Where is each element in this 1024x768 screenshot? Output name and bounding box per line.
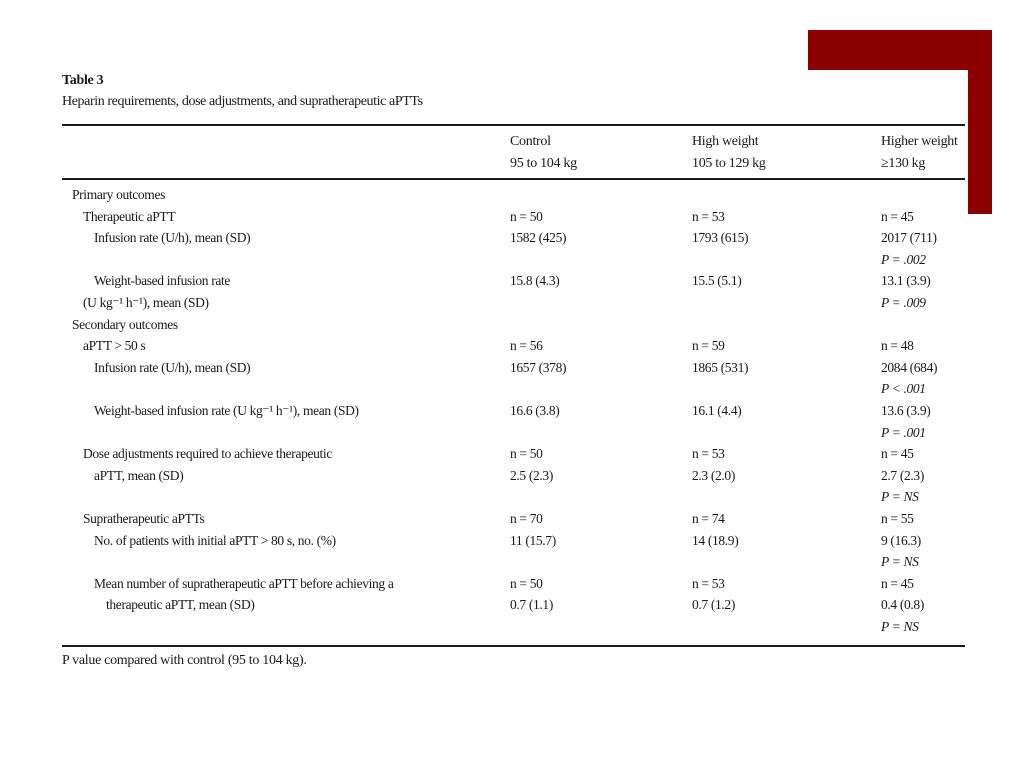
table-row [0,292,1024,314]
table-row [0,184,1024,206]
cell: n = 50 [510,446,543,462]
cell: 15.5 (5.1) [692,273,742,289]
table-row [0,314,1024,336]
p-value: P < .001 [881,381,926,397]
cell: n = 50 [510,575,543,591]
cell: 1865 (531) [692,359,749,375]
p-value: P = .001 [881,424,926,440]
table-row [0,206,1024,228]
table-row [0,486,1024,508]
row-label: Infusion rate (U/h), mean (SD) [94,230,251,246]
table-row [0,422,1024,444]
cell: 2084 (684) [881,359,938,375]
p-value: P = .002 [881,251,926,267]
table-row [0,508,1024,530]
cell: 1793 (615) [692,230,749,246]
cell: 2.5 (2.3) [510,467,553,483]
table-subtitle: Heparin requirements, dose adjustments, and supratherapeutic aPTTs [62,94,423,109]
section-label: Secondary outcomes [72,316,178,332]
cell: 13.6 (3.9) [881,402,931,418]
cell: 0.7 (1.1) [510,597,553,613]
table-row [0,465,1024,487]
p-value: P = NS [881,489,919,505]
cell: 1582 (425) [510,230,567,246]
cell: n = 45 [881,575,914,591]
table-row [0,573,1024,595]
cell: n = 53 [692,446,725,462]
table-row [0,227,1024,249]
cell: 2.7 (2.3) [881,467,924,483]
cell: 11 (15.7) [510,532,556,548]
cell: n = 45 [881,208,914,224]
table-title: Table 3 [62,73,104,88]
cell: n = 70 [510,510,543,526]
table-row [0,594,1024,616]
cell: 2.3 (2.0) [692,467,735,483]
row-label: No. of patients with initial aPTT > 80 s, no. (%) [94,532,336,548]
row-label: Supratherapeutic aPTTs [83,510,205,526]
table-footnote: P value compared with control (95 to 104 kg). [62,653,307,668]
row-label: Weight-based infusion rate (U kg⁻¹ h⁻¹), mean (SD) [94,402,359,418]
table-row [0,335,1024,357]
header-rule [62,178,965,180]
table-row [0,270,1024,292]
row-label: Infusion rate (U/h), mean (SD) [94,359,251,375]
table-row [0,400,1024,422]
cell: 16.1 (4.4) [692,402,742,418]
table-body [0,184,1024,637]
cell: 13.1 (3.9) [881,273,931,289]
row-label-continued: therapeutic aPTT, mean (SD) [106,597,255,613]
cell: 16.6 (3.8) [510,402,560,418]
column-header-high-weight: High weight 105 to 129 kg [692,134,766,171]
table-row [0,530,1024,552]
cell: n = 56 [510,338,543,354]
top-rule [62,124,965,126]
cell: n = 53 [692,575,725,591]
bottom-rule [62,645,965,647]
table-row [0,551,1024,573]
cell: n = 59 [692,338,725,354]
cell: 0.7 (1.2) [692,597,735,613]
cell: n = 45 [881,446,914,462]
cell: n = 50 [510,208,543,224]
cell: 0.4 (0.8) [881,597,924,613]
section-label: Primary outcomes [72,187,166,202]
table-row [0,249,1024,271]
cell: n = 74 [692,510,725,526]
cell: n = 55 [881,510,914,526]
cell: 2017 (711) [881,230,937,246]
cell: 14 (18.9) [692,532,739,548]
row-label-continued: aPTT, mean (SD) [94,467,184,483]
cell: n = 53 [692,208,725,224]
row-label-continued: (U kg⁻¹ h⁻¹), mean (SD) [83,294,209,310]
cell: 1657 (378) [510,359,567,375]
column-header-control: Control 95 to 104 kg [510,134,577,171]
table-row [0,443,1024,465]
p-value: P = NS [881,554,919,570]
table-row [0,378,1024,400]
cell: n = 48 [881,338,914,354]
p-value: P = NS [881,618,919,634]
row-label: Therapeutic aPTT [83,208,176,224]
column-header-higher-weight: Higher weight ≥130 kg [881,134,958,171]
row-label: Dose adjustments required to achieve therapeutic [83,446,332,462]
table-row [0,616,1024,638]
p-value: P = .009 [881,294,926,310]
cell: 9 (16.3) [881,532,921,548]
row-label: Weight-based infusion rate [94,273,231,289]
row-label: aPTT > 50 s [83,338,146,354]
corner-accent-bar-top [808,30,992,70]
table-row [0,357,1024,379]
cell: 15.8 (4.3) [510,273,560,289]
row-label: Mean number of supratherapeutic aPTT before achieving a [94,575,394,591]
